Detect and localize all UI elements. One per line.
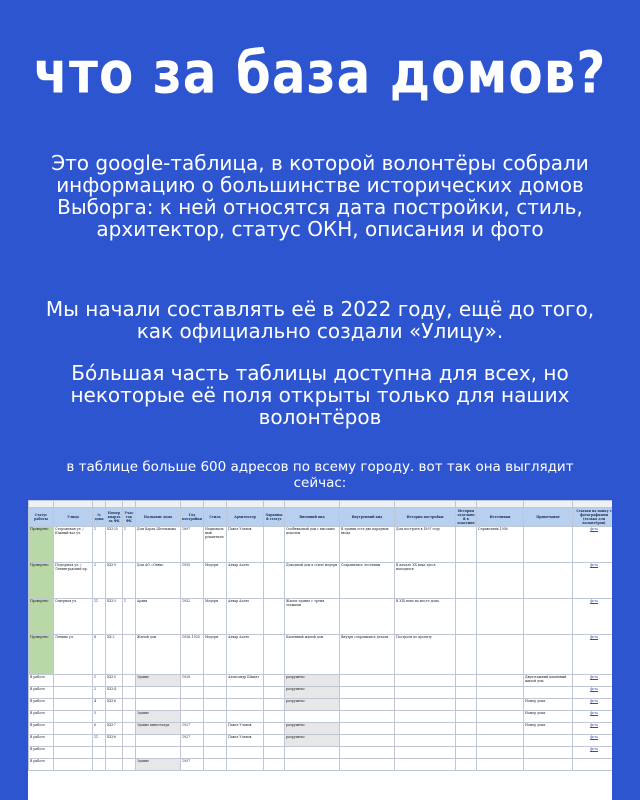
column-letter (285, 501, 340, 508)
table-cell-year: 1937 (181, 759, 204, 771)
table-cell-hist: Построен по проекту (395, 635, 456, 675)
table-cell-okn (264, 699, 285, 711)
table-cell-q: XX-2 (106, 635, 123, 675)
table-cell-plate (456, 759, 477, 771)
table-cell-ext: Особняковый дом с высоким цоколем (285, 527, 340, 563)
houses-table (28, 500, 612, 771)
column-header: Охранный статус (264, 508, 285, 527)
table-cell-num: 11 (93, 599, 106, 635)
column-header: Улица (54, 508, 93, 527)
header-row (29, 508, 613, 527)
table-cell-hist: В начале XX века здесь находился (395, 563, 456, 599)
table-cell-note (524, 599, 573, 635)
column-letter (456, 501, 477, 508)
table-cell-num: 4 (93, 699, 106, 711)
table-cell-year (181, 711, 204, 723)
table-cell-note (524, 687, 573, 699)
column-letter (340, 501, 395, 508)
table-cell-street: Ленина ул. (54, 635, 93, 675)
table-cell-style (204, 699, 227, 711)
table-cell-hist (395, 687, 456, 699)
table-cell-arch: Павел Уланов (227, 527, 264, 563)
table-cell-name (136, 735, 181, 747)
table-cell-num: 11 (93, 735, 106, 747)
table-cell-src (477, 723, 524, 735)
spreadsheet-screenshot (28, 500, 612, 800)
table-cell-style (204, 687, 227, 699)
table-cell-style: Модерн (204, 599, 227, 635)
column-letter (29, 501, 54, 508)
table-cell-ext: разрушено (285, 687, 340, 699)
table-cell-status: Проверено (29, 563, 54, 599)
table-cell-style (204, 735, 227, 747)
table-cell-year (181, 747, 204, 759)
table-cell-arch: Алвар Аалто (227, 635, 264, 675)
table-cell-src (477, 711, 524, 723)
column-letter (573, 501, 613, 508)
table-cell-lot (123, 711, 136, 723)
column-header: Ссылки на папку с фотографиями (только для волонтёров) (573, 508, 613, 527)
table-cell-int (340, 747, 395, 759)
table-cell-src (477, 635, 524, 675)
table-cell-int (340, 711, 395, 723)
table-cell-src (477, 687, 524, 699)
column-letter (204, 501, 227, 508)
table-row (29, 735, 613, 747)
column-letter (264, 501, 285, 508)
table-cell-lot (123, 635, 136, 675)
column-header: Источники (477, 508, 524, 527)
table-cell-name: Жилой дом (136, 635, 181, 675)
table-cell-int (340, 723, 395, 735)
table-cell-int (340, 699, 395, 711)
table-cell-plate (456, 687, 477, 699)
table-cell-arch (227, 747, 264, 759)
page-title: что за база домов? (33, 39, 607, 107)
table-row (29, 599, 613, 635)
table-cell-note (524, 527, 573, 563)
table-cell-ext: Доходный дом в стиле модерн (285, 563, 340, 599)
table-cell-street: Северная ул. (54, 599, 93, 635)
column-header: История постройки (395, 508, 456, 527)
table-cell-street (54, 711, 93, 723)
table-cell-lot (123, 747, 136, 759)
table-cell-src (477, 675, 524, 687)
table-row (29, 635, 613, 675)
table-cell-lot (123, 735, 136, 747)
table-cell-num: 6 (93, 723, 106, 735)
access-paragraph: Бо́льшая часть таблицы доступна для всех, но некоторые её поля открыты только для наших волонтёров (70, 361, 570, 429)
column-header: История отдельной в пластине (457, 509, 475, 525)
table-cell-name: Архив (136, 599, 181, 635)
table-lead-text: в таблице больше 600 адресов по всему городу. вот так она выглядит сейчас: (66, 459, 574, 491)
table-cell-src (477, 699, 524, 711)
table-cell-int (340, 687, 395, 699)
table-cell-photo[interactable]: фото (573, 599, 613, 635)
table-cell-ext (285, 747, 340, 759)
column-header: Название дома (136, 508, 181, 527)
table-cell-photo[interactable]: фото (573, 527, 613, 563)
table-cell-arch: Павел Уланов (227, 723, 264, 735)
table-cell-q: XXI-7 (106, 723, 123, 735)
table-cell-ext: разрушено (285, 723, 340, 735)
table-cell-year: 1935 (181, 563, 204, 599)
table-row (29, 687, 613, 699)
table-cell-year (181, 687, 204, 699)
table-cell-okn (264, 635, 285, 675)
table-cell-note (524, 635, 573, 675)
table-row (29, 747, 613, 759)
table-row (29, 563, 613, 599)
table-cell-year (181, 699, 204, 711)
table-row (29, 711, 613, 723)
table-cell-lot: 1 (123, 599, 136, 635)
table-cell-okn (264, 711, 285, 723)
table-cell-int: Сохранились лестницы (340, 563, 395, 599)
column-header: Статус работы (29, 508, 54, 527)
table-cell-okn (264, 563, 285, 599)
table-cell-style: Модерн (204, 635, 227, 675)
table-cell-num: 8 (93, 635, 106, 675)
column-letter (524, 501, 573, 508)
column-header: № дома (93, 508, 106, 527)
table-cell-plate (456, 563, 477, 599)
table-cell-ext (285, 711, 340, 723)
table-cell-hist (395, 747, 456, 759)
column-letter (181, 501, 204, 508)
table-cell-q: XXI-3 (106, 599, 123, 635)
table-cell-lot (123, 759, 136, 771)
table-cell-style: Национальный романтизм (204, 527, 227, 563)
table-cell-photo[interactable]: фото (573, 675, 613, 687)
table-cell-note (524, 759, 573, 771)
column-letter (106, 501, 123, 508)
table-cell-hist: Дом построен в 1897 году (395, 527, 456, 563)
table-cell-plate (456, 599, 477, 635)
table-cell-note: Номер дома (524, 699, 573, 711)
table-cell-arch: Павел Уланов (227, 735, 264, 747)
history-paragraph: Мы начали составлять её в 2022 году, ещё до того, как официально создали «Улицу». (45, 297, 595, 343)
table-cell-num: 1 (93, 527, 106, 563)
table-cell-photo[interactable]: фото (573, 723, 613, 735)
table-cell-street: Сторожевая ул. / Южный вал ул. (54, 527, 93, 563)
table-cell-arch: Александр Шмидт (227, 675, 264, 687)
table-cell-name: Здание (136, 711, 181, 723)
table-cell-street: Подгорная ул. / Ленинградский пр. (54, 563, 93, 599)
table-cell-num: 5 (93, 711, 106, 723)
table-cell-note (524, 563, 573, 599)
table-cell-lot (123, 687, 136, 699)
table-cell-q: XXI-6 (106, 699, 123, 711)
column-letter (227, 501, 264, 508)
column-letter (477, 501, 524, 508)
table-cell-street (54, 759, 93, 771)
table-cell-style (204, 747, 227, 759)
table-cell-status: Проверено (29, 635, 54, 675)
column-header: Номер квартала ФК (106, 508, 123, 527)
table-cell-note: Двухэтажный каменный жилой дом (524, 675, 573, 687)
column-header: Внешний вид (285, 508, 340, 527)
table-cell-name: Здание (136, 759, 181, 771)
table-cell-lot (123, 675, 136, 687)
table-cell-arch: Алвар Аалто (227, 599, 264, 635)
table-row (29, 759, 613, 771)
table-cell-plate (456, 747, 477, 759)
table-cell-plate (456, 635, 477, 675)
table-cell-num (93, 759, 106, 771)
table-cell-year: 1936–1935 (181, 635, 204, 675)
table-cell-status: В работе (29, 735, 54, 747)
table-cell-name (136, 699, 181, 711)
table-cell-plate (456, 723, 477, 735)
table-cell-note: Номер дома (524, 711, 573, 723)
table-cell-int: Внутри сохранились детали (340, 635, 395, 675)
table-cell-photo[interactable]: фото (573, 735, 613, 747)
table-cell-ext: разрушено (285, 735, 340, 747)
table-cell-style (204, 711, 227, 723)
table-cell-okn (264, 675, 285, 687)
table-cell-num (93, 747, 106, 759)
table-cell-plate (456, 527, 477, 563)
column-letter (123, 501, 136, 508)
table-cell-status: Проверено (29, 599, 54, 635)
column-header: Стиль (204, 508, 227, 527)
table-cell-src: Справочник 1956 (477, 527, 524, 563)
table-cell-okn (264, 735, 285, 747)
table-cell-street (54, 699, 93, 711)
description-paragraph: Это google-таблица, в которой волонтёры собрали информацию о большинстве исторических домов Выборга: к ней относятся дата постройки, стиль, архитектор, статус ОКН, описания и фото (51, 151, 589, 241)
table-cell-hist: В XIX веке на месте дома (395, 599, 456, 635)
table-cell-plate (456, 711, 477, 723)
table-cell-photo[interactable]: фото (573, 711, 613, 723)
table-cell-name (136, 747, 181, 759)
table-cell-num: 2 (93, 563, 106, 599)
table-cell-src (477, 735, 524, 747)
column-header: Внутренний вид (340, 508, 395, 527)
table-cell-hist (395, 711, 456, 723)
table-cell-name: Здание кинотеатра (136, 723, 181, 735)
table-cell-status: В работе (29, 723, 54, 735)
table-cell-okn (264, 747, 285, 759)
table-cell-photo[interactable]: фото (573, 699, 613, 711)
table-cell-plate (456, 675, 477, 687)
table-cell-q: XXI-8 (106, 735, 123, 747)
table-cell-int (340, 759, 395, 771)
table-cell-int: В здании есть два парадных входа (340, 527, 395, 563)
column-letter (93, 501, 106, 508)
table-cell-q: XXI-25 (106, 527, 123, 563)
table-cell-hist (395, 699, 456, 711)
table-cell-year: 1928 (181, 675, 204, 687)
column-letters-row (29, 501, 613, 508)
column-header: Участок ФК (123, 508, 136, 527)
table-cell-q: XXI-4 (106, 687, 123, 699)
table-cell-name: Дом Карла Шелльмана (136, 527, 181, 563)
table-cell-photo[interactable]: фото (573, 563, 613, 599)
table-cell-src (477, 599, 524, 635)
table-cell-okn (264, 759, 285, 771)
table-cell-style (204, 723, 227, 735)
table-cell-status: В работе (29, 747, 54, 759)
table-cell-q (106, 711, 123, 723)
table-cell-plate (456, 699, 477, 711)
table-cell-int (340, 675, 395, 687)
table-cell-int (340, 599, 395, 635)
table-cell-style: Модерн (204, 563, 227, 599)
table-cell-street (54, 735, 93, 747)
table-cell-street (54, 675, 93, 687)
table-cell-status: В работе (29, 699, 54, 711)
table-cell-lot (123, 699, 136, 711)
table-cell-status: Проверено (29, 527, 54, 563)
table-cell-q: XXI-5 (106, 675, 123, 687)
table-cell-year: 1927 (181, 735, 204, 747)
table-cell-ext: Жилое здание с тремя этажами (285, 599, 340, 635)
table-cell-hist (395, 759, 456, 771)
column-letter (54, 501, 93, 508)
table-cell-street (54, 723, 93, 735)
table-cell-src (477, 747, 524, 759)
table-cell-status: В работе (29, 687, 54, 699)
table-cell-q: XXI-9 (106, 563, 123, 599)
table-cell-arch: Алвар Аалто (227, 563, 264, 599)
table-cell-year: 1927 (181, 723, 204, 735)
table-cell-plate (456, 735, 477, 747)
table-cell-note (524, 735, 573, 747)
table-row (29, 699, 613, 711)
table-cell-num: 2 (93, 687, 106, 699)
table-cell-status: В работе (29, 711, 54, 723)
table-cell-int (340, 735, 395, 747)
column-header: Архитектор (227, 508, 264, 527)
table-cell-status: В работе (29, 759, 54, 771)
column-letter (395, 501, 456, 508)
table-cell-src (477, 563, 524, 599)
table-cell-year: 1897 (181, 527, 204, 563)
table-cell-photo[interactable]: фото (573, 687, 613, 699)
table-cell-name: Здание (136, 675, 181, 687)
column-header: Год постройки (181, 508, 204, 527)
column-letter (136, 501, 181, 508)
table-cell-okn (264, 527, 285, 563)
table-cell-okn (264, 687, 285, 699)
table-cell-note (524, 747, 573, 759)
table-row (29, 675, 613, 687)
table-cell-okn (264, 723, 285, 735)
table-cell-num: 1 (93, 675, 106, 687)
column-header: Примечание (524, 508, 573, 527)
table-cell-okn (264, 599, 285, 635)
table-cell-arch (227, 687, 264, 699)
table-cell-note: Номер дома (524, 723, 573, 735)
table-cell-name: Дом АО «Онни» (136, 563, 181, 599)
table-cell-ext (285, 759, 340, 771)
table-row (29, 723, 613, 735)
table-cell-ext: разрушено (285, 699, 340, 711)
table-cell-photo[interactable]: фото (573, 747, 613, 759)
table-cell-street (54, 687, 93, 699)
table-cell-photo[interactable] (573, 759, 613, 771)
table-cell-arch (227, 711, 264, 723)
table-cell-q (106, 759, 123, 771)
table-cell-arch (227, 699, 264, 711)
table-row (29, 527, 613, 563)
table-cell-photo[interactable]: фото (573, 635, 613, 675)
table-cell-lot (123, 563, 136, 599)
table-cell-style (204, 759, 227, 771)
table-cell-lot (123, 723, 136, 735)
table-cell-lot: 1 (123, 527, 136, 563)
table-cell-src (477, 759, 524, 771)
table-cell-hist (395, 723, 456, 735)
table-cell-status: В работе (29, 675, 54, 687)
table-cell-hist (395, 675, 456, 687)
table-cell-arch (227, 759, 264, 771)
table-cell-name (136, 687, 181, 699)
table-cell-street (54, 747, 93, 759)
table-cell-ext: Каменный жилой дом (285, 635, 340, 675)
table-cell-year: 1932 (181, 599, 204, 635)
table-cell-q (106, 747, 123, 759)
table-cell-ext: разрушено (285, 675, 340, 687)
table-cell-hist (395, 735, 456, 747)
table-cell-style (204, 675, 227, 687)
